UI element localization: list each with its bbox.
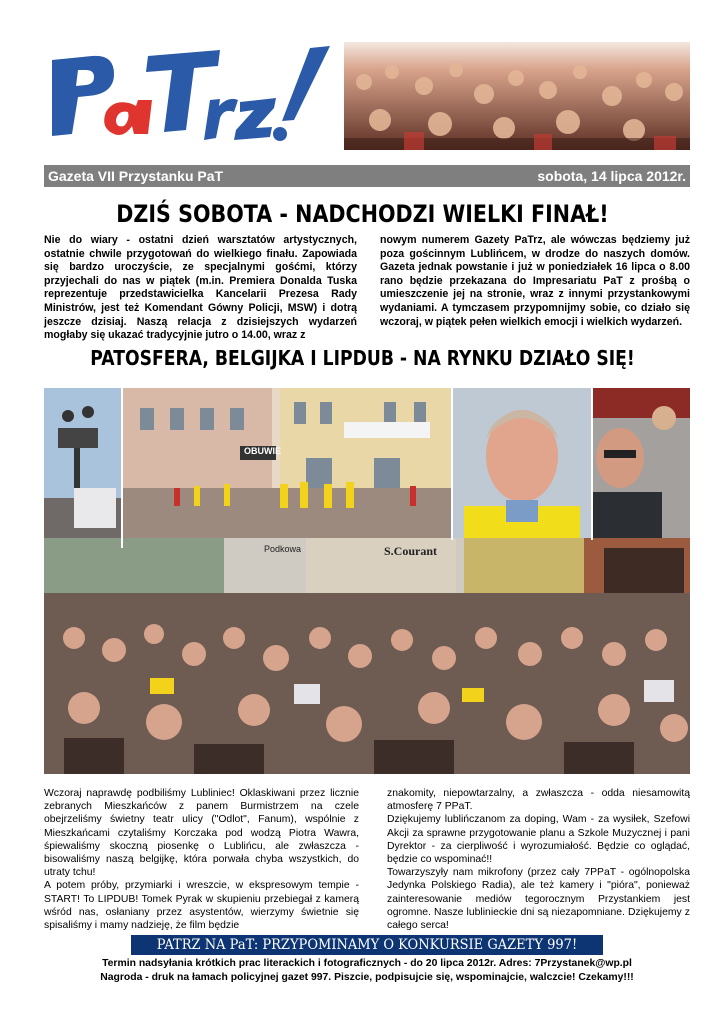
body-left-paragraph-2: A potem próby, przymiarki i wreszcie, w ekspresowym tempie - START! To LIPDUB! Tomek Pyrak w skupieniu przebiegał z kamerą wśród nas, osłaniany przez asystentów, wierzymy świetnie się spisaliśmy i mamy nadzieję, że film będzie [44, 880, 359, 932]
body-right-paragraph-3: Towarzyszyły nam mikrofony (przez cały 7PPaT - ogólnopolska Jedynka Polskiego Radia), ale też kamery i "pióra", ponieważ zainteresowanie mediów tegorocznym Przystankiem jest ogromne. Nasze lublinieckie dni są niezapomniane. Dziękujemy z całego serca! [387, 867, 690, 932]
contest-banner [131, 935, 603, 955]
photo-collage [44, 388, 690, 774]
contest-banner-text: PATRZ NA PaT: PRZYPOMINAMY O KONKURSIE GAZETY 997! [156, 937, 578, 953]
body-left-paragraph-1: Wczoraj naprawdę podbiliśmy Lubliniec! Oklaskiwani przez licznie zebranych Mieszkańców z panem Burmistrzem na czele obejrzeliśmy świetny teatr ulicy ("Odlot", Fanum), wspólnie z Mieszkańcami czytaliśmy Korczaka pod wodzą Piotra Wawra, śpiewaliśmy skoczną piosenkę o Lublińcu, ale zwłaszcza - bisowaliśmy naszą belgijkę, która porwała chyba wszystkich, do utraty tchu! [44, 788, 359, 879]
crowd-photo [344, 42, 690, 150]
body-right-column [387, 787, 690, 932]
body-left-column [44, 787, 359, 932]
obuwie-sign: OBUWIE [244, 446, 281, 456]
footer [44, 957, 690, 985]
photo-collage-graphic [44, 388, 690, 774]
main-headline: DZIŚ SOBOTA - NADCHODZI WIELKI FINAŁ! [116, 200, 609, 228]
patrz-logo [44, 42, 344, 150]
issue-date: sobota, 14 lipca 2012r. [537, 168, 686, 184]
masthead [44, 42, 690, 150]
footer-deadline: Termin nadsyłania krótkich prac literackich i fotograficznych - do 20 lipca 2012r. Adres: 7Przystanek@wp.pl [102, 958, 632, 969]
section-headline: PATOSFERA, BELGIJKA I LIPDUB - NA RYNKU DZIAŁO SIĘ! [90, 346, 635, 370]
intro-left-column: Nie do wiary - ostatni dzień warsztatów artystycznych, ostatnie chwile przygotowań do wielkiego finału. Zapowiada się bardzo uroczyście, ze specjalnymi gośćmi, którzy przyjechali do nas w piątek (m.in. Premiera Donalda Tuska reprezentuje przedstawicielka Kancelarii Prezesa Rady Ministrów, jest też Komendant Gówny Policji, MSW) i dotrą jeszcze dzisiaj. Naszą relacja z dzisiejszych wydarzeń mogłaby się ukazać tradycyjnie jutro o 14.00, wraz z [44, 234, 357, 342]
footer-prize: Nagroda - druk na łamach policyjnej gazet 997. Piszcie, podpisujcie się, wspominajcie, walczcie! Czekamy!!! [100, 972, 634, 983]
issue-header-bar [44, 165, 690, 187]
body-right-paragraph-2: Dziękujemy lublińczanom za doping, Wam - za wysiłek, Szefowi Akcji za sprawne przygotowanie planu a Szkole Muzycznej i pani Dyrektor - za cierpliwość i wyrozumiałość. Będzie co oglądać, będzie co wspominać!! [387, 814, 690, 866]
crowd-photo-graphic [344, 42, 690, 150]
podkowa-sign: Podkowa [264, 544, 302, 554]
issue-title: Gazeta VII Przystanku PaT [48, 168, 224, 184]
courant-sign: S.Courant [384, 544, 438, 558]
body-right-paragraph-1: znakomity, niepowtarzalny, a zwłaszcza - odda niesamowitą atmosferę 7 PPaT. [387, 788, 690, 813]
intro-right-column: nowym numerem Gazety PaTrz, ale wówczas będziemy już poza gościnnym Lublińcem, w drodze do naszych domów. Gazeta jednak powstanie i już w poniedziałek 16 lipca o 8.00 rano będzie przekazana do Impresariatu PaT z prośbą o umieszczenie jej na stronie, wraz z innymi przystankowymi wydaniami. A tymczasem przypomnijmy sobie, co działo się wczoraj, w piątek pełen wielkich emocji i wielkich wydarzeń. [380, 234, 690, 328]
